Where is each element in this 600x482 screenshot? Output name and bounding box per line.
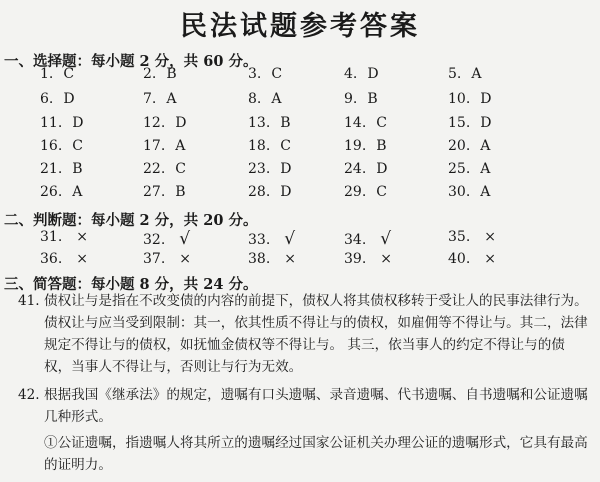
answer-number: 20.: [448, 138, 471, 154]
question-number: 41.: [18, 293, 40, 309]
answer-item: [143, 91, 176, 107]
answer-value: A: [471, 66, 482, 82]
answer-line: 权，当事人不得让与，否则让与行为无效。: [44, 359, 303, 375]
answer-item: [143, 229, 190, 249]
answer-value: D: [367, 66, 379, 82]
answer-item: [143, 161, 186, 177]
answer-number: 31.: [40, 229, 63, 245]
answer-value: C: [175, 161, 186, 177]
answer-item: [248, 184, 292, 200]
answer-value: A: [72, 184, 83, 200]
answer-value: A: [271, 91, 282, 107]
answer-number: 4.: [344, 66, 358, 82]
answer-item: [248, 229, 295, 249]
answer-item: [248, 251, 296, 267]
answer-value: ×: [76, 251, 88, 267]
answer-item: [344, 251, 392, 267]
section1-heading: 一、选择题：每小题 2 分，共 60 分。: [4, 53, 258, 70]
answer-value: B: [280, 115, 291, 131]
answer-value: D: [175, 115, 187, 131]
answer-item: [248, 66, 282, 82]
answer-number: 38.: [248, 251, 271, 267]
answer-item: [40, 229, 88, 245]
answer-number: 37.: [143, 251, 166, 267]
answer-item: [40, 66, 74, 82]
answer-value: A: [166, 91, 177, 107]
answer-value: C: [72, 138, 83, 154]
answer-item: [448, 115, 492, 131]
answer-value: √: [179, 229, 191, 249]
answer-line: 的证明力。: [44, 457, 112, 473]
answer-value: B: [367, 91, 378, 107]
answer-number: 36.: [40, 251, 63, 267]
answer-number: 14.: [344, 115, 367, 131]
answer-number: 39.: [344, 251, 367, 267]
answer-value: ×: [380, 251, 392, 267]
answer-item: [448, 251, 496, 267]
answer-item: [248, 115, 291, 131]
answer-value: C: [271, 66, 283, 82]
page-title: 民法试题参考答案: [180, 11, 420, 42]
answer-item: [344, 161, 388, 177]
answer-number: 18.: [248, 138, 271, 154]
answer-number: 25.: [448, 161, 471, 177]
answer-value: D: [376, 161, 388, 177]
question-number: 42.: [18, 387, 40, 403]
answer-number: 32.: [143, 232, 166, 248]
answer-item: [40, 251, 88, 267]
answer-line: 债权让与应当受到限制：其一，依其性质不得让与的债权，如雇佣等不得让与。其二，法律: [44, 315, 588, 331]
answer-line: 几种形式。: [44, 409, 112, 425]
answer-value: D: [72, 115, 84, 131]
answer-value: C: [280, 138, 291, 154]
answer-item: [344, 66, 379, 82]
answer-item: [448, 66, 481, 82]
answer-item: [40, 138, 83, 154]
answer-value: ×: [284, 251, 296, 267]
answer-value: A: [480, 138, 491, 154]
answer-item: [448, 184, 490, 200]
question-41-answer: [18, 290, 590, 378]
answer-item: [40, 161, 83, 177]
answer-value: D: [280, 161, 292, 177]
answer-number: 35.: [448, 229, 471, 245]
answer-number: 33.: [248, 232, 271, 248]
answer-value: D: [63, 91, 75, 107]
answer-value: √: [284, 229, 296, 249]
answer-number: 3.: [248, 66, 262, 82]
answer-number: 24.: [344, 161, 367, 177]
answer-value: B: [166, 66, 177, 82]
answer-number: 13.: [248, 115, 271, 131]
answer-item: [40, 184, 82, 200]
answer-value: B: [376, 138, 387, 154]
answer-line: 根据我国《继承法》的规定，遗嘱有口头遗嘱、录音遗嘱、代书遗嘱、自书遗嘱和公证遗嘱: [44, 387, 588, 403]
answer-item: [344, 91, 378, 107]
answer-item: [143, 115, 187, 131]
answer-number: 12.: [143, 115, 166, 131]
answer-line: 规定不得让与的债权，如抚恤金债权等不得让与。 其三，依当事人的约定不得让与的债: [44, 337, 565, 353]
answer-value: ×: [484, 251, 496, 267]
answer-value: A: [480, 161, 491, 177]
answer-item: [40, 91, 75, 107]
answer-number: 23.: [248, 161, 271, 177]
answer-item: [143, 251, 191, 267]
answer-number: 15.: [448, 115, 471, 131]
answer-item: [248, 91, 281, 107]
answer-number: 10.: [448, 91, 471, 107]
answer-item: [248, 138, 291, 154]
answer-item: [344, 115, 387, 131]
answer-item: [448, 161, 490, 177]
answer-value: C: [376, 115, 387, 131]
answer-item: [448, 229, 496, 245]
answer-value: A: [175, 138, 186, 154]
answer-number: 8.: [248, 91, 262, 107]
answer-number: 7.: [143, 91, 157, 107]
answer-number: 40.: [448, 251, 471, 267]
answer-item: [448, 91, 492, 107]
answer-number: 21.: [40, 161, 63, 177]
section2-heading: 二、判断题：每小题 2 分，共 20 分。: [4, 212, 258, 229]
answer-item: [344, 138, 387, 154]
answer-value: C: [63, 66, 75, 82]
section3-heading: 三、简答题：每小题 8 分，共 24 分。: [4, 276, 258, 293]
answer-item: [143, 184, 186, 200]
answer-number: 29.: [344, 184, 367, 200]
answer-number: 19.: [344, 138, 367, 154]
answer-value: C: [376, 184, 387, 200]
answer-value: D: [280, 184, 292, 200]
answer-line: 债权让与是指在不改变债的内容的前提下，债权人将其债权移转于受让人的民事法律行为。: [44, 293, 588, 309]
answer-number: 1.: [40, 66, 54, 82]
answer-number: 17.: [143, 138, 166, 154]
answer-number: 2.: [143, 66, 157, 82]
answer-value: A: [480, 184, 491, 200]
answer-item: [344, 229, 391, 249]
answer-value: D: [480, 115, 492, 131]
answer-number: 9.: [344, 91, 358, 107]
question-42-answer: [18, 384, 590, 476]
answer-value: ×: [76, 229, 88, 245]
answer-number: 16.: [40, 138, 63, 154]
answer-number: 28.: [248, 184, 271, 200]
answer-number: 27.: [143, 184, 166, 200]
answer-item: [40, 115, 84, 131]
answer-value: D: [480, 91, 492, 107]
answer-item: [143, 138, 185, 154]
answer-number: 30.: [448, 184, 471, 200]
answer-value: B: [175, 184, 186, 200]
answer-item: [344, 184, 387, 200]
answer-value: ×: [484, 229, 496, 245]
answer-number: 11.: [40, 115, 63, 131]
answer-number: 34.: [344, 232, 367, 248]
answer-item: [143, 66, 177, 82]
answer-number: 6.: [40, 91, 54, 107]
answer-value: √: [380, 229, 392, 249]
answer-line: ①公证遗嘱，指遗嘱人将其所立的遗嘱经过国家公证机关办理公证的遗嘱形式，它具有最高: [44, 435, 588, 451]
answer-item: [448, 138, 490, 154]
answer-value: B: [72, 161, 83, 177]
answer-item: [248, 161, 292, 177]
answer-value: ×: [179, 251, 191, 267]
answer-number: 5.: [448, 66, 462, 82]
answer-number: 22.: [143, 161, 166, 177]
answer-number: 26.: [40, 184, 63, 200]
